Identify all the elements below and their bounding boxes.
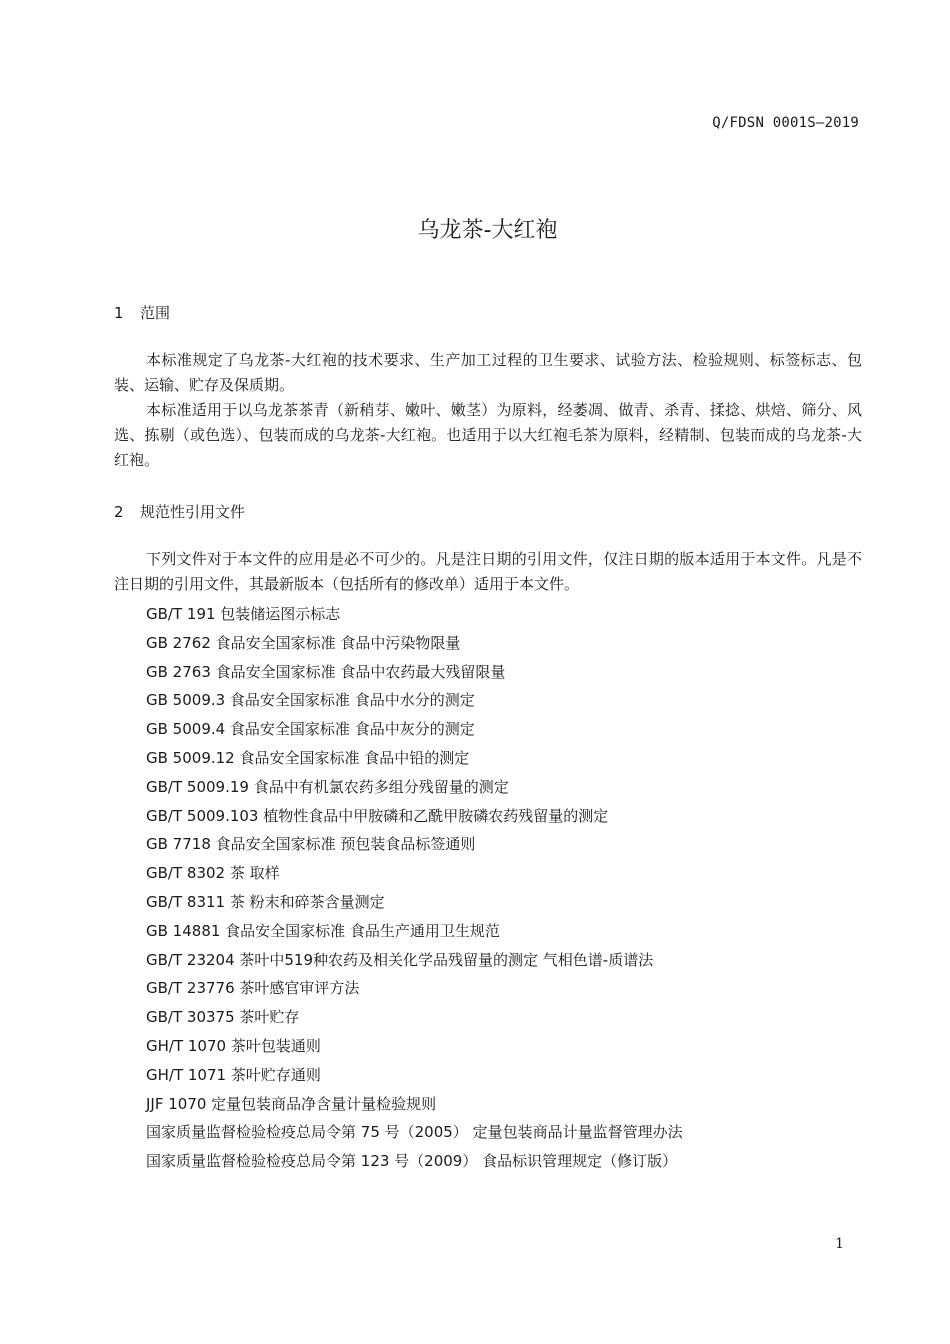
reference-item: GH/T 1070 茶叶包装通则 (146, 1036, 321, 1055)
reference-item: GB/T 30375 茶叶贮存 (146, 1008, 300, 1027)
scope-paragraph-1: 本标准规定了乌龙茶-大红袍的技术要求、生产加工过程的卫生要求、试验方法、检验规则、标签标志、包装、运输、贮存及保质期。 (114, 351, 862, 394)
reference-item: GB 14881 食品安全国家标准 食品生产通用卫生规范 (146, 921, 500, 940)
section-title: 范围 (140, 304, 171, 322)
reference-item: GB/T 8311 茶 粉末和碎茶含量测定 (146, 892, 385, 911)
reference-item: 国家质量监督检验检疫总局令第 123 号（2009） 食品标识管理规定（修订版） (146, 1152, 678, 1171)
reference-item: GB/T 191 包装储运图示标志 (146, 605, 341, 623)
reference-item: GB/T 5009.19 食品中有机氯农药多组分残留量的测定 (146, 777, 509, 796)
reference-item: GB/T 5009.103 植物性食品中甲胺磷和乙酰甲胺磷农药残留量的测定 (146, 806, 609, 825)
reference-item: GB 7718 食品安全国家标准 预包装食品标签通则 (146, 835, 476, 854)
section-heading-normative-references (114, 501, 245, 522)
section-number: 1 (114, 304, 124, 322)
reference-item: GB/T 8302 茶 取样 (146, 864, 280, 883)
reference-item: GB 5009.12 食品安全国家标准 食品中铅的测定 (146, 748, 470, 767)
reference-list (146, 600, 866, 1176)
reference-item: GB 5009.3 食品安全国家标准 食品中水分的测定 (146, 691, 475, 710)
reference-item: GB 5009.4 食品安全国家标准 食品中灰分的测定 (146, 720, 475, 739)
reference-item: GB/T 23776 茶叶感官审评方法 (146, 979, 360, 998)
scope-paragraph-2: 本标准适用于以乌龙茶茶青（新稍芽、嫩叶、嫩茎）为原料，经萎凋、做青、杀青、揉捻、烘焙、筛分、风选、拣剔（或色选）、包装而成的乌龙茶-大红袍。也适用于以大红袍毛茶为原料，经精制、包装而成的乌龙茶-大红袍。 (114, 401, 862, 469)
page-number: 1 (835, 1236, 844, 1252)
reference-item: JJF 1070 定量包装商品净含量计量检验规则 (146, 1094, 437, 1113)
section-number: 2 (114, 503, 124, 521)
reference-item: GB 2762 食品安全国家标准 食品中污染物限量 (146, 633, 461, 652)
reference-item: 国家质量监督检验检疫总局令第 75 号（2005） 定量包装商品计量监督管理办法 (146, 1123, 683, 1142)
section-title: 规范性引用文件 (140, 503, 246, 521)
reference-item: GB/T 23204 茶叶中519种农药及相关化学品残留量的测定 气相色谱-质谱法 (146, 950, 654, 969)
reference-item: GB 2763 食品安全国家标准 食品中农药最大残留限量 (146, 662, 506, 681)
reference-item: GH/T 1071 茶叶贮存通则 (146, 1065, 321, 1084)
standard-code: Q/FDSN 0001S—2019 (712, 115, 859, 131)
document-title: 乌龙茶-大红袍 (417, 218, 558, 243)
references-intro-paragraph: 下列文件对于本文件的应用是必不可少的。凡是注日期的引用文件，仅注日期的版本适用于本文件。凡是不注日期的引用文件，其最新版本（包括所有的修改单）适用于本文件。 (114, 550, 862, 593)
section-heading-scope (114, 302, 170, 323)
